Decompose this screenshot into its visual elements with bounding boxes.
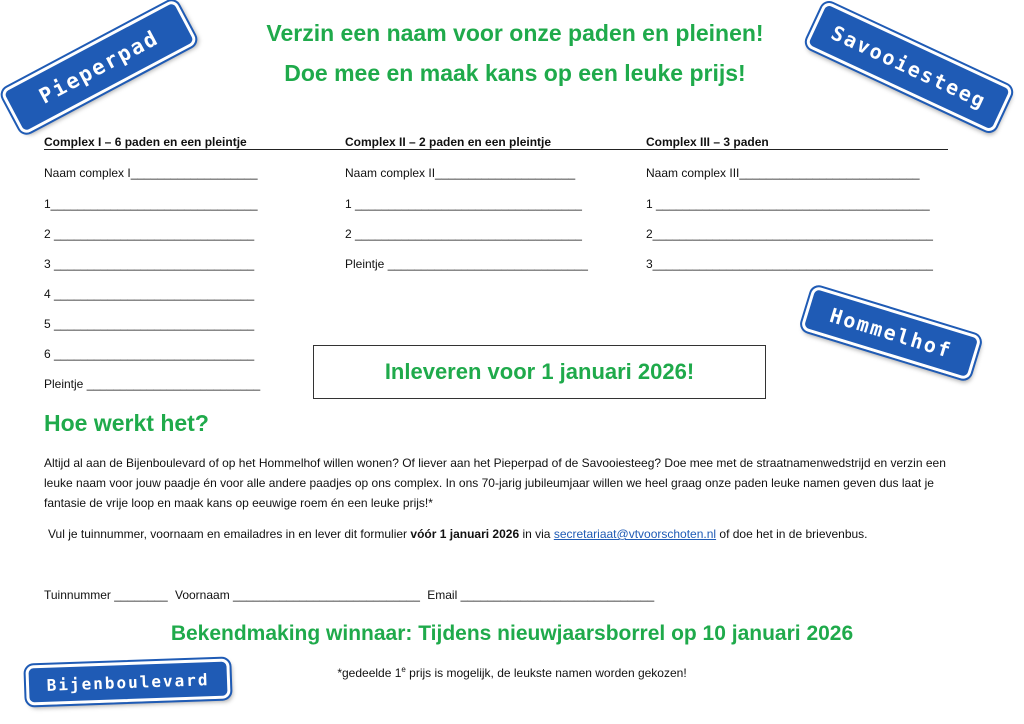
instructions-paragraph [48,524,978,544]
footnote-text-b: prijs is mogelijk, de leukste namen worden gekozen! [405,666,687,680]
deadline-text: Inleveren voor 1 januari 2026! [384,359,695,384]
complex-1-square[interactable]: Pleintje __________________________ [44,377,261,391]
sign-hommelhof-text: Hommelhof [827,303,955,363]
complex-2-path-2[interactable]: 2 __________________________________ [345,227,582,241]
footnote-sup: e [401,665,406,674]
sign-pieperpad-text: Pieperpad [35,25,163,109]
complex-1-title: Complex I – 6 paden en een pleintje [44,135,247,149]
headline-1: Verzin een naam voor onze paden en pleinen! [266,20,764,46]
complex-1-path-6[interactable]: 6 ______________________________ [44,347,255,361]
contact-form [44,588,654,602]
complex-3-path-2[interactable]: 2__________________________________________ [646,227,933,241]
complex-1-name-field[interactable]: Naam complex I___________________ [44,166,258,180]
complex-3-path-1[interactable]: 1 _________________________________________ [646,197,930,211]
complex-1-path-5[interactable]: 5 ______________________________ [44,317,255,331]
complex-1-column [44,135,284,405]
complex-1-path-3[interactable]: 3 ______________________________ [44,257,255,271]
sign-hommelhof [800,285,982,380]
complex-2-name-field[interactable]: Naam complex II_____________________ [345,166,576,180]
instructions-deadline: vóór 1 januari 2026 [410,527,520,541]
instructions-text-a: Vul je tuinnummer, voornaam en emailadres in en lever dit formulier [48,527,411,541]
winner-announcement: Bekendmaking winnaar: Tijdens nieuwjaarsborrel op 10 januari 2026 [170,622,854,645]
complex-1-path-2[interactable]: 2 ______________________________ [44,227,255,241]
sign-bijenboulevard-text: Bijenboulevard [46,669,210,695]
headline-2: Doe mee en maak kans op een leuke prijs! [284,60,746,86]
how-paragraph: Altijd al aan de Bijenboulevard of op het Hommelhof willen wonen? Of liever aan het Pieperpad of de Savooiesteeg? Doe mee met de straatnamenwedstrijd en verzin een leuke naam voor jouw paadje én voor alle andere paadjes op ons complex. In ons 70-jarig jubileumjaar willen we heel graag onze paden leuke namen geven dus laat je fantasie de vrije loop en maak kans op eeuwige roem én een leuke prijs!* [44,456,946,510]
complex-3-name-field[interactable]: Naam complex III___________________________ [646,166,920,180]
complex-3-title: Complex III – 3 paden [646,135,769,149]
complex-2-column [345,135,615,285]
instructions-text-b: in via [519,527,554,541]
deadline-box [313,345,766,399]
email-link[interactable]: secretariaat@vtvoorschoten.nl [553,527,717,541]
complex-1-path-1[interactable]: 1_______________________________ [44,197,258,211]
footnote [0,665,1024,680]
instructions-text-c: of doe het in de brievenbus. [716,527,868,541]
complex-2-square[interactable]: Pleintje ______________________________ [345,257,588,271]
complex-2-title: Complex II – 2 paden en een pleintje [345,135,552,149]
how-title: Hoe werkt het? [44,410,209,436]
complex-2-path-1[interactable]: 1 __________________________________ [345,197,582,211]
email-field[interactable]: Email _____________________________ [427,588,655,602]
voornaam-field[interactable]: Voornaam ____________________________ [174,588,420,602]
complex-1-path-4[interactable]: 4 ______________________________ [44,287,255,301]
tuinnummer-field[interactable]: Tuinnummer ________ [44,588,168,602]
sign-savooiesteeg-text: Savooiesteeg [827,20,991,114]
complex-3-column [646,135,956,285]
complex-3-path-3[interactable]: 3__________________________________________ [646,257,933,271]
footnote-text-a: *gedeelde 1 [337,666,402,680]
